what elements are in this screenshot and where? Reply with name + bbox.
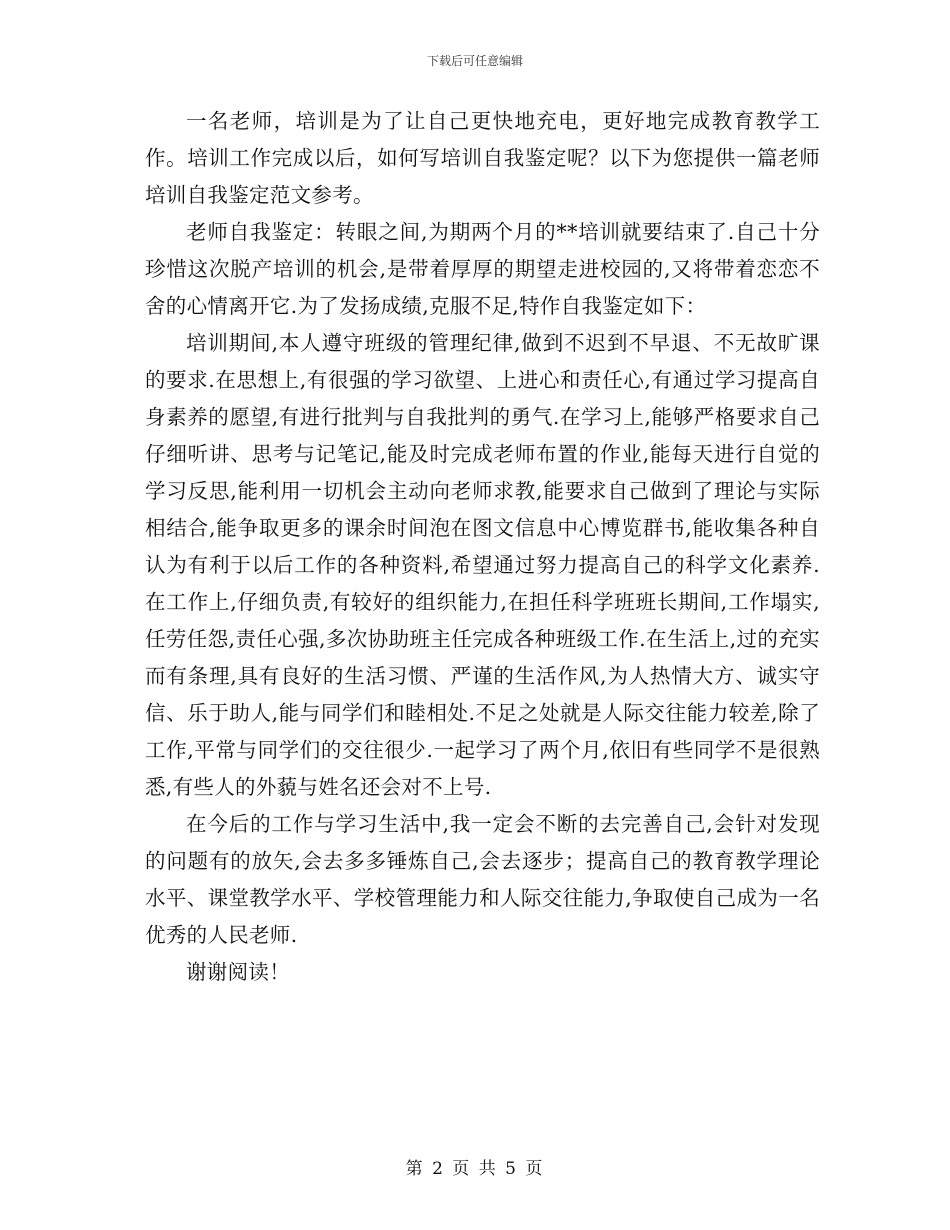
document-body [145,103,820,991]
paragraph-self-assessment: 老师自我鉴定：转眼之间,为期两个月的**培训就要结束了.自己十分珍惜这次脱产培训的机会,是带着厚厚的期望走进校园的,又将带着恋恋不舍的心情离开它.为了发扬成绩,克服不足,特作自我鉴定如下： [145,220,820,318]
header-note: 下载后可任意编辑 [426,54,523,68]
paragraph-training-period: 培训期间,本人遵守班级的管理纪律,做到不迟到不早退、不无故旷课的要求.在思想上,有很强的学习欲望、上进心和责任心,有通过学习提高自身素养的愿望,有进行批判与自我批判的勇气.在学习上,能够严格要求自己仔细听讲、思考与记笔记,能及时完成老师布置的作业,能每天进行自觉的学习反思,能利用一切机会主动向老师求教,能要求自己做到了理论与实际相结合,能争取更多的课余时间泡在图文信息中心博览群书,能收集各种自认为有利于以后工作的各种资料,希望通过努力提高自己的科学文化素养.在工作上,仔细负责,有较好的组织能力,在担任科学班班长期间,工作塌实,任劳任怨,责任心强,多次协助班主任完成各种班级工作.在生活上,过的充实而有条理,具有良好的生活习惯、严谨的生活作风,为人热情大方、诚实守信、乐于助人,能与同学们和睦相处.不足之处就是人际交往能力较差,除了工作,平常与同学们的交往很少.一起学习了两个月,依旧有些同学不是很熟悉,有些人的外藐与姓名还会对不上号. [145,331,820,799]
page-number: 第 2 页 共 5 页 [405,1159,545,1179]
paragraph-thanks: 谢谢阅读！ [186,960,290,984]
paragraph-future-plans: 在今后的工作与学习生活中,我一定会不断的去完善自己,会针对发现的问题有的放矢,会去多多锤炼自己,会去逐步；提高自己的教育教学理论水平、课堂教学水平、学校管理能力和人际交往能力,争取使自己成为一名优秀的人民老师. [145,812,820,947]
paragraph-intro: 一名老师，培训是为了让自己更快地充电，更好地完成教育教学工作。培训工作完成以后，如何写培训自我鉴定呢？以下为您提供一篇老师培训自我鉴定范文参考。 [145,109,820,207]
